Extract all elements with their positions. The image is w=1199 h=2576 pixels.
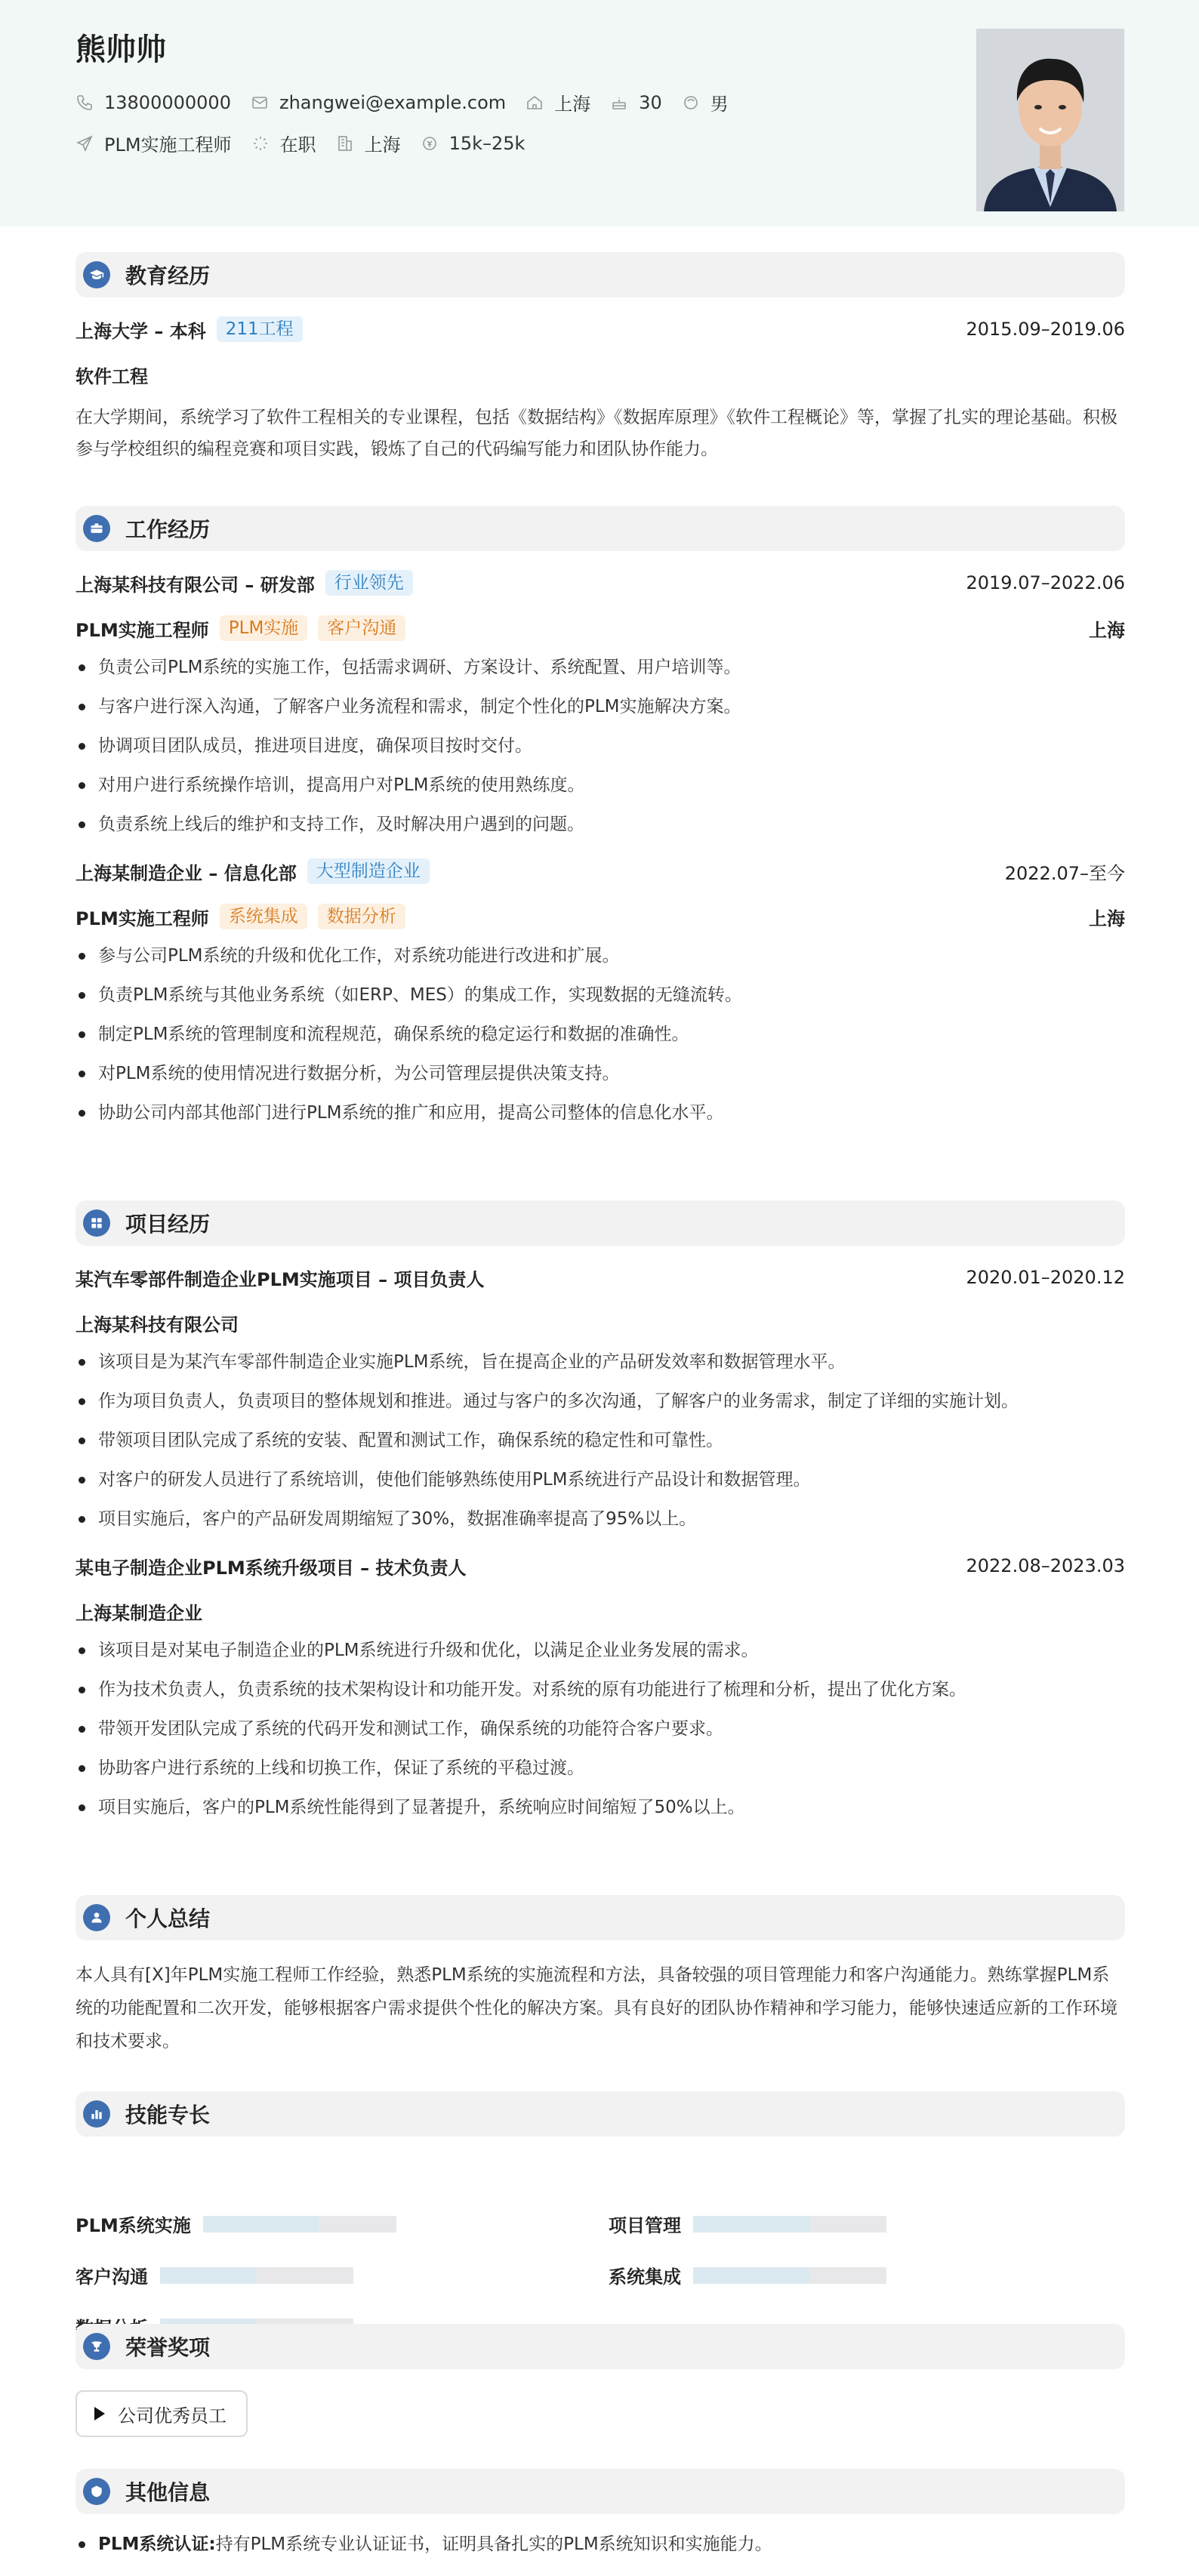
list-item: 该项目是为某汽车零部件制造企业实施PLM系统，旨在提高企业的产品研发效率和数据管理水平。 xyxy=(76,1342,1125,1382)
skills-grid xyxy=(76,2137,1125,2303)
list-item: 带领项目团队完成了系统的安装、配置和测试工作，确保系统的稳定性和可靠性。 xyxy=(76,1421,1125,1460)
job-position: PLM实施工程师 xyxy=(76,907,209,929)
project-name-row xyxy=(76,1552,1125,1579)
job-entry xyxy=(76,858,1125,1132)
phone-item xyxy=(76,92,231,113)
project-date: 2020.01–2020.12 xyxy=(966,1267,1125,1288)
job-skill-tag: PLM实施 xyxy=(220,615,308,641)
list-item: 制定PLM系统的管理制度和流程规范，确保系统的稳定运行和数据的准确性。 xyxy=(76,1015,1125,1054)
status-text: 在职 xyxy=(279,134,316,156)
expected-city-text: 上海 xyxy=(364,134,401,156)
trophy-icon xyxy=(83,2333,110,2360)
education-desc: 在大学期间，系统学习了软件工程相关的专业课程，包括《数据结构》《数据库原理》《软件工程概论》等，掌握了扎实的理论基础。积极参与学校组织的编程竞赛和项目实践，锻炼了自己的代码编写能力和团队协作能力。 xyxy=(76,408,1117,459)
projects-title: 项目经历 xyxy=(125,1212,211,1237)
coin-icon xyxy=(421,134,439,153)
project-company-row xyxy=(76,1598,1125,1625)
job-company: 上海某科技有限公司 – 研发部 xyxy=(76,574,315,596)
job-intent-row xyxy=(76,130,544,156)
award-text: 公司优秀员工 xyxy=(118,2405,227,2427)
graduation-cap-icon xyxy=(83,261,110,288)
job-position-row xyxy=(76,615,1125,642)
resume-header xyxy=(0,0,1199,226)
city-text: 上海 xyxy=(554,94,591,115)
expected-city-item xyxy=(336,130,401,156)
phone-text: 13800000000 xyxy=(104,91,231,113)
list-item: 带领开发团队完成了系统的代码开发和测试工作，确保系统的功能符合客户要求。 xyxy=(76,1709,1125,1749)
cake-icon xyxy=(610,94,628,112)
play-icon xyxy=(94,2406,106,2421)
job-skill-tag: 数据分析 xyxy=(318,904,405,929)
skill-item xyxy=(609,2262,886,2288)
other-section xyxy=(76,2469,1125,2564)
summary-title: 个人总结 xyxy=(125,1906,211,1931)
skill-name: 客户沟通 xyxy=(76,2266,148,2288)
awards-header xyxy=(76,2324,1125,2369)
list-item: 负责PLM系统与其他业务系统（如ERP、MES）的集成工作，实现数据的无缝流转。 xyxy=(76,975,1125,1015)
contact-row xyxy=(76,89,748,116)
list-item: 协调项目团队成员，推进项目进度，确保项目按时交付。 xyxy=(76,726,1125,766)
work-section xyxy=(76,506,1125,1132)
job-location: 上海 xyxy=(1089,619,1125,641)
job-entry xyxy=(76,569,1125,844)
project-name-row xyxy=(76,1264,1125,1291)
skills-section xyxy=(76,2091,1125,2303)
project-company-row xyxy=(76,1309,1125,1336)
summary-text: 本人具有[X]年PLM实施工程师工作经验，熟悉PLM系统的实施流程和方法，具备较强的项目管理能力和客户沟通能力。熟练掌握PLM系统的功能配置和二次开发，能够根据客户需求提供个性化的解决方案。具有良好的团队协作精神和学习能力，能够快速适应新的工作环境和技术要求。 xyxy=(76,1965,1117,2051)
profile-photo xyxy=(976,29,1124,211)
job-date: 2019.07–2022.06 xyxy=(966,572,1125,593)
job-title-item xyxy=(76,130,232,156)
major-row xyxy=(76,361,1125,388)
job-position-row xyxy=(76,903,1125,930)
list-item: 负责系统上线后的维护和支持工作，及时解决用户遇到的问题。 xyxy=(76,805,1125,844)
school-name: 上海大学 – 本科 xyxy=(76,320,206,342)
skill-bar-fill xyxy=(203,2216,319,2232)
other-text: 持有PLM系统专业认证证书，证明具备扎实的PLM系统知识和实施能力。 xyxy=(215,2534,772,2554)
skill-bar-fill xyxy=(160,2267,257,2284)
project-entry xyxy=(76,1552,1125,1827)
age-text: 30 xyxy=(639,91,662,113)
skill-item xyxy=(76,2262,353,2288)
list-item: 作为项目负责人，负责项目的整体规划和推进。通过与客户的多次沟通，了解客户的业务需求，制定了详细的实施计划。 xyxy=(76,1382,1125,1421)
status-item xyxy=(251,130,316,156)
skill-item xyxy=(609,2211,886,2237)
skill-item xyxy=(76,2211,396,2237)
job-location: 上海 xyxy=(1089,907,1125,929)
project-details xyxy=(76,1631,1125,1827)
education-row xyxy=(76,316,1125,343)
summary-header xyxy=(76,1895,1125,1940)
project-company: 上海某制造企业 xyxy=(76,1602,202,1624)
city-item xyxy=(526,89,590,116)
list-item: 对客户的研发人员进行了系统培训，使他们能够熟练使用PLM系统进行产品设计和数据管理。 xyxy=(76,1460,1125,1499)
skill-bar-fill xyxy=(693,2267,809,2284)
email-item xyxy=(251,92,506,113)
major-name: 软件工程 xyxy=(76,365,148,387)
project-company: 上海某科技有限公司 xyxy=(76,1314,239,1336)
list-item xyxy=(76,2525,1125,2564)
salary-item xyxy=(421,133,526,154)
skill-bar xyxy=(160,2267,353,2284)
job-date: 2022.07–至今 xyxy=(1004,862,1125,884)
job-company-row xyxy=(76,858,1125,885)
building-icon xyxy=(336,134,354,153)
salary-text: 15k–25k xyxy=(448,132,526,154)
gender-icon xyxy=(682,94,700,112)
candidate-name: 熊帅帅 xyxy=(76,32,166,67)
mail-icon xyxy=(251,94,269,112)
list-item: 协助公司内部其他部门进行PLM系统的推广和应用，提高公司整体的信息化水平。 xyxy=(76,1093,1125,1132)
other-label: PLM系统认证: xyxy=(98,2534,216,2554)
job-company-row xyxy=(76,569,1125,596)
summary-section xyxy=(76,1895,1125,2058)
award-badge xyxy=(76,2390,248,2437)
projects-header xyxy=(76,1200,1125,1246)
job-position: PLM实施工程师 xyxy=(76,619,209,641)
education-date: 2015.09–2019.06 xyxy=(966,319,1125,340)
skill-bar-fill xyxy=(693,2216,809,2232)
email-text: zhangwei@example.com xyxy=(279,91,507,113)
briefcase-icon xyxy=(83,515,110,542)
list-item: 项目实施后，客户的PLM系统性能得到了显著提升，系统响应时间缩短了50%以上。 xyxy=(76,1788,1125,1827)
school-tag: 211工程 xyxy=(217,316,303,342)
project-date: 2022.08–2023.03 xyxy=(966,1555,1125,1576)
education-title: 教育经历 xyxy=(125,263,211,288)
list-item: 协助客户进行系统的上线和切换工作，保证了系统的平稳过渡。 xyxy=(76,1749,1125,1788)
job-title-text: PLM实施工程师 xyxy=(104,134,232,156)
other-header xyxy=(76,2469,1125,2514)
other-title: 其他信息 xyxy=(125,2480,211,2505)
list-item: 与客户进行深入沟通，了解客户业务流程和需求，制定个性化的PLM实施解决方案。 xyxy=(76,687,1125,726)
list-item: 作为技术负责人，负责系统的技术架构设计和功能开发。对系统的原有功能进行了梳理和分析，提出了优化方案。 xyxy=(76,1670,1125,1709)
job-duties xyxy=(76,648,1125,844)
list-item: 参与公司PLM系统的升级和优化工作，对系统功能进行改进和扩展。 xyxy=(76,936,1125,975)
project-name: 某电子制造企业PLM系统升级项目 – 技术负责人 xyxy=(76,1557,467,1579)
home-icon xyxy=(526,94,544,112)
chart-icon xyxy=(83,2100,110,2128)
gender-item xyxy=(682,89,729,116)
gender-text: 男 xyxy=(710,94,729,115)
skill-bar xyxy=(693,2267,886,2284)
info-icon xyxy=(83,2478,110,2505)
list-item: 对用户进行系统操作培训，提高用户对PLM系统的使用熟练度。 xyxy=(76,766,1125,805)
job-duties xyxy=(76,936,1125,1132)
list-item: 项目实施后，客户的产品研发周期缩短了30%，数据准确率提高了95%以上。 xyxy=(76,1499,1125,1539)
work-header xyxy=(76,506,1125,551)
awards-title: 荣誉奖项 xyxy=(125,2335,211,2360)
job-skill-tag: 系统集成 xyxy=(220,904,307,929)
skills-header xyxy=(76,2091,1125,2137)
skill-name: 项目管理 xyxy=(609,2215,681,2236)
skill-name: PLM系统实施 xyxy=(76,2215,191,2236)
job-company-tag: 大型制造企业 xyxy=(307,858,430,884)
project-name: 某汽车零部件制造企业PLM实施项目 – 项目负责人 xyxy=(76,1268,485,1290)
project-details xyxy=(76,1342,1125,1539)
phone-icon xyxy=(76,94,94,112)
age-item xyxy=(610,92,662,113)
skill-bar xyxy=(693,2216,886,2232)
job-company-tag: 行业领先 xyxy=(325,570,413,596)
skill-name: 系统集成 xyxy=(609,2266,681,2288)
grid-icon xyxy=(83,1209,110,1237)
skill-bar xyxy=(203,2216,396,2232)
job-company: 上海某制造企业 – 信息化部 xyxy=(76,862,297,884)
projects-section xyxy=(76,1200,1125,1827)
avatar-illustration xyxy=(976,29,1124,211)
other-list xyxy=(76,2525,1125,2564)
education-header xyxy=(76,252,1125,297)
list-item: 对PLM系统的使用情况进行数据分析，为公司管理层提供决策支持。 xyxy=(76,1054,1125,1093)
work-title: 工作经历 xyxy=(125,517,211,542)
list-item: 负责公司PLM系统的实施工作，包括需求调研、方案设计、系统配置、用户培训等。 xyxy=(76,648,1125,687)
send-icon xyxy=(76,134,94,153)
user-icon xyxy=(83,1904,110,1931)
job-skill-tag: 客户沟通 xyxy=(318,615,405,641)
education-section xyxy=(76,252,1125,465)
project-entry xyxy=(76,1264,1125,1539)
list-item: 该项目是对某电子制造企业的PLM系统进行升级和优化，以满足企业业务发展的需求。 xyxy=(76,1631,1125,1670)
loading-icon xyxy=(251,134,270,153)
skills-title: 技能专长 xyxy=(125,2103,211,2128)
awards-section xyxy=(76,2324,1125,2437)
